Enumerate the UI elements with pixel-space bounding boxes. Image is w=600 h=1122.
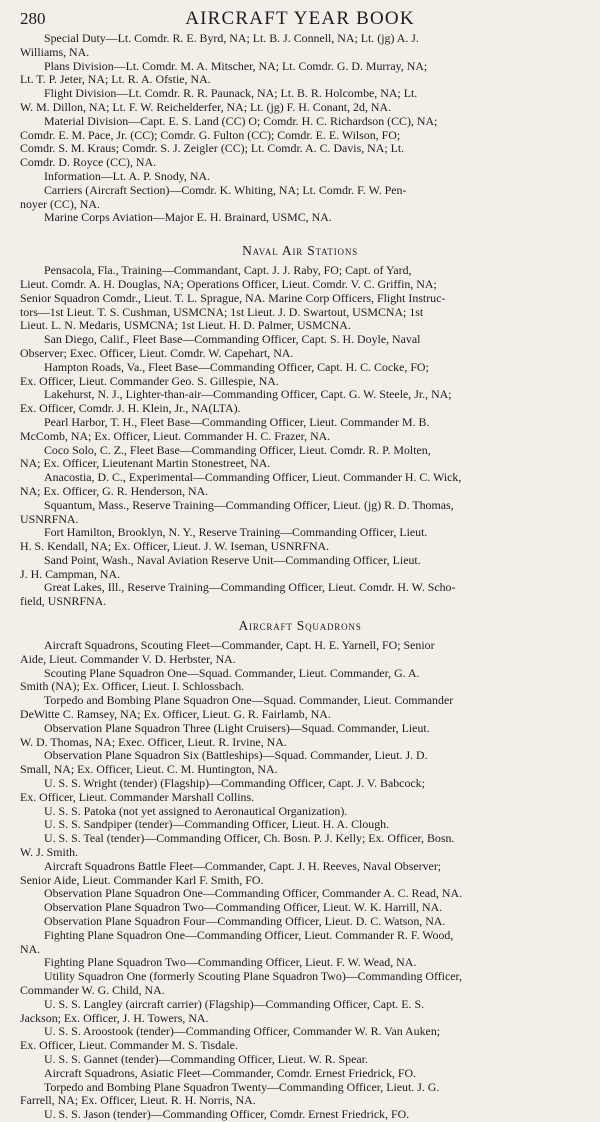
entry-scouting-squadron-one: Scouting Plane Squadron One—Squad. Commander, Lieut. Commander, G. A. Smith (NA); Ex. Officer, Lieut. I. Schlossbach.	[20, 665, 420, 694]
section-heading-aircraft-squadrons: Aircraft Squadrons	[238, 618, 362, 634]
entry-pensacola: Pensacola, Fla., Training—Commandant, Capt. J. J. Raby, FO; Capt. of Yard, Lieut. Comdr. A. H. Douglas, NA; Operations Officer, Lieut. Comdr. V. C. Griffin, NA; Senior Squadron Comdr., Lieut. T. L. Sprague, NA. Marine Corp Officers, Flight Instruc- tors—1st Lieut. T. S. Cushman, USMCNA; 1st Lieut. J. D. Swartout, USMCNA; 1st Lieut. L. N. Medaris, USMCNA; 1st Lieut. H. D. Palmer, USMCNA.	[20, 263, 446, 333]
naval-air-stations-list	[20, 264, 580, 609]
entry-observation-one: Observation Plane Squadron One—Commanding Officer, Commander A. C. Read, NA.	[44, 886, 463, 901]
entry-uss-gannet: U. S. S. Gannet (tender)—Commanding Officer, Lieut. W. R. Spear.	[44, 1051, 368, 1066]
top-entries	[20, 32, 580, 225]
entry-marine-corps-aviation: Marine Corps Aviation—Major E. H. Brainard, USMC, NA.	[44, 210, 332, 225]
entry-utility-one: Utility Squadron One (formerly Scouting Plane Squadron Two)—Commanding Officer, Commander W. G. Child, NA.	[20, 969, 462, 997]
entry-fighting-one: Fighting Plane Squadron One—Commanding Officer, Lieut. Commander R. F. Wood, NA.	[20, 927, 454, 956]
entry-san-diego: San Diego, Calif., Fleet Base—Commanding Officer, Capt. S. H. Doyle, Naval Observer; Exec. Officer, Lieut. Comdr. W. Capehart, NA.	[20, 332, 421, 360]
entry-observation-three: Observation Plane Squadron Three (Light Cruisers)—Squad. Commander, Lieut. W. D. Thomas, NA; Exec. Officer, Lieut. R. Irvine, NA.	[20, 720, 430, 749]
section-heading-naval-air-stations: Naval Air Stations	[242, 243, 358, 259]
entry-carriers: Carriers (Aircraft Section)—Comdr. K. Whiting, NA; Lt. Comdr. F. W. Pen- noyer (CC), NA.	[20, 182, 407, 211]
entry-hampton-roads: Hampton Roads, Va., Fleet Base—Commanding Officer, Capt. H. C. Cocke, FO; Ex. Officer, Lieut. Commander Geo. S. Gillespie, NA.	[20, 359, 429, 388]
page-number: 280	[20, 9, 46, 28]
entry-flight-division: Flight Division—Lt. Comdr. R. R. Paunack, NA; Lt. B. R. Holcombe, NA; Lt. W. M. Dillon, NA; Lt. F. W. Reichelderfer, NA; Lt. (jg) F. H. Conant, 2d, NA.	[20, 86, 418, 114]
entry-asiatic-fleet: Aircraft Squadrons, Asiatic Fleet—Commander, Comdr. Ernest Friedrick, FO.	[44, 1065, 417, 1080]
entry-observation-six: Observation Plane Squadron Six (Battleships)—Squad. Commander, Lieut. J. D. Small, NA; Ex. Officer, Lieut. C. M. Huntington, NA.	[20, 748, 428, 777]
entry-great-lakes: Great Lakes, Ill., Reserve Training—Commanding Officer, Lieut. Comdr. H. W. Scho- field, USNRFNA.	[20, 580, 456, 609]
entry-uss-langley: U. S. S. Langley (aircraft carrier) (Flagship)—Commanding Officer, Capt. E. S. Jackson; Ex. Officer, J. H. Towers, NA.	[20, 996, 425, 1025]
entry-plans-division: Plans Division—Lt. Comdr. M. A. Mitscher, NA; Lt. Comdr. G. D. Murray, NA; Lt. T. P. Jeter, NA; Lt. R. A. Ofstie, NA.	[20, 58, 428, 87]
entry-special-duty: Special Duty—Lt. Comdr. R. E. Byrd, NA; Lt. B. J. Connell, NA; Lt. (jg) A. J. Williams, NA.	[20, 31, 419, 59]
aircraft-squadrons-list	[20, 639, 580, 1122]
entry-coco-solo: Coco Solo, C. Z., Fleet Base—Commanding Officer, Lieut. Comdr. R. P. Molten, NA; Ex. Officer, Lieutenant Martin Stonestreet, NA.	[20, 442, 431, 471]
entry-material-division: Material Division—Capt. E. S. Land (CC) O; Comdr. H. C. Richardson (CC), NA; Comdr. E. M. Pace, Jr. (CC); Comdr. G. Fulton (CC); Comdr. E. E. Wilson, FO; Comdr. S. M. Kraus; Comdr. S. J. Zeigler (CC); Lt. Comdr. A. C. Davis, NA; Lt. Comdr. D. Royce (CC), NA.	[20, 113, 438, 170]
entry-pearl-harbor: Pearl Harbor, T. H., Fleet Base—Commanding Officer, Lieut. Commander M. B. McComb, NA; Ex. Officer, Lieut. Commander H. C. Frazer, NA.	[20, 414, 430, 443]
entry-observation-four: Observation Plane Squadron Four—Commanding Officer, Lieut. D. C. Watson, NA.	[44, 914, 446, 929]
entry-fighting-two: Fighting Plane Squadron Two—Commanding Officer, Lieut. F. W. Wead, NA.	[44, 955, 417, 970]
entry-torpedo-bombing-one: Torpedo and Bombing Plane Squadron One—Squad. Commander, Lieut. Commander DeWitte C. Ramsey, NA; Ex. Officer, Lieut. G. R. Fairlamb, NA.	[20, 693, 454, 722]
entry-information: Information—Lt. A. P. Snody, NA.	[44, 168, 211, 183]
entry-torpedo-bombing-twenty: Torpedo and Bombing Plane Squadron Twenty—Commanding Officer, Lieut. J. G. Farrell, NA; Ex. Officer, Lieut. R. H. Norris, NA.	[20, 1079, 440, 1108]
entry-lakehurst: Lakehurst, N. J., Lighter-than-air—Commanding Officer, Capt. G. W. Steele, Jr., NA; Ex. Officer, Comdr. J. H. Klein, Jr., NA(LTA).	[20, 387, 452, 416]
entry-squantum: Squantum, Mass., Reserve Training—Commanding Officer, Lieut. (jg) R. D. Thomas, USNRFNA.	[20, 497, 454, 526]
entry-uss-aroostook: U. S. S. Aroostook (tender)—Commanding Officer, Commander W. R. Van Auken; Ex. Officer, Lieut. Commander M. S. Tisdale.	[20, 1024, 441, 1053]
entry-scouting-fleet: Aircraft Squadrons, Scouting Fleet—Commander, Capt. H. E. Yarnell, FO; Senior Aide, Lieut. Commander V. D. Herbster, NA.	[20, 638, 435, 666]
entry-observation-two: Observation Plane Squadron Two—Commanding Officer, Lieut. W. K. Harrill, NA.	[44, 900, 443, 915]
entry-battle-fleet: Aircraft Squadrons Battle Fleet—Commander, Capt. J. H. Reeves, Naval Observer; Senior Aide, Lieut. Commander Karl F. Smith, FO.	[20, 858, 442, 887]
entry-fort-hamilton: Fort Hamilton, Brooklyn, N. Y., Reserve Training—Commanding Officer, Lieut. H. S. Kendall, NA; Ex. Officer, Lieut. J. W. Iseman, USNRFNA.	[20, 525, 428, 554]
entry-sand-point: Sand Point, Wash., Naval Aviation Reserve Unit—Commanding Officer, Lieut. J. H. Campman, NA.	[20, 552, 421, 581]
entry-uss-patoka: U. S. S. Patoka (not yet assigned to Aeronautical Organization).	[44, 803, 348, 818]
entry-uss-wright: U. S. S. Wright (tender) (Flagship)—Commanding Officer, Capt. J. V. Babcock; Ex. Officer, Lieut. Commander Marshall Collins.	[20, 776, 425, 804]
entry-uss-sandpiper: U. S. S. Sandpiper (tender)—Commanding Officer, Lieut. H. A. Clough.	[44, 817, 390, 832]
entry-uss-jason: U. S. S. Jason (tender)—Commanding Officer, Comdr. Ernest Friedrick, FO.	[44, 1107, 410, 1122]
entry-anacostia: Anacostia, D. C., Experimental—Commanding Officer, Lieut. Commander H. C. Wick, NA; Ex. Officer, G. R. Henderson, NA.	[20, 470, 462, 498]
running-title: AIRCRAFT YEAR BOOK	[185, 8, 415, 29]
running-head	[20, 6, 580, 32]
entry-uss-teal: U. S. S. Teal (tender)—Commanding Officer, Ch. Bosn. P. J. Kelly; Ex. Officer, Bosn. W. J. Smith.	[20, 831, 455, 860]
